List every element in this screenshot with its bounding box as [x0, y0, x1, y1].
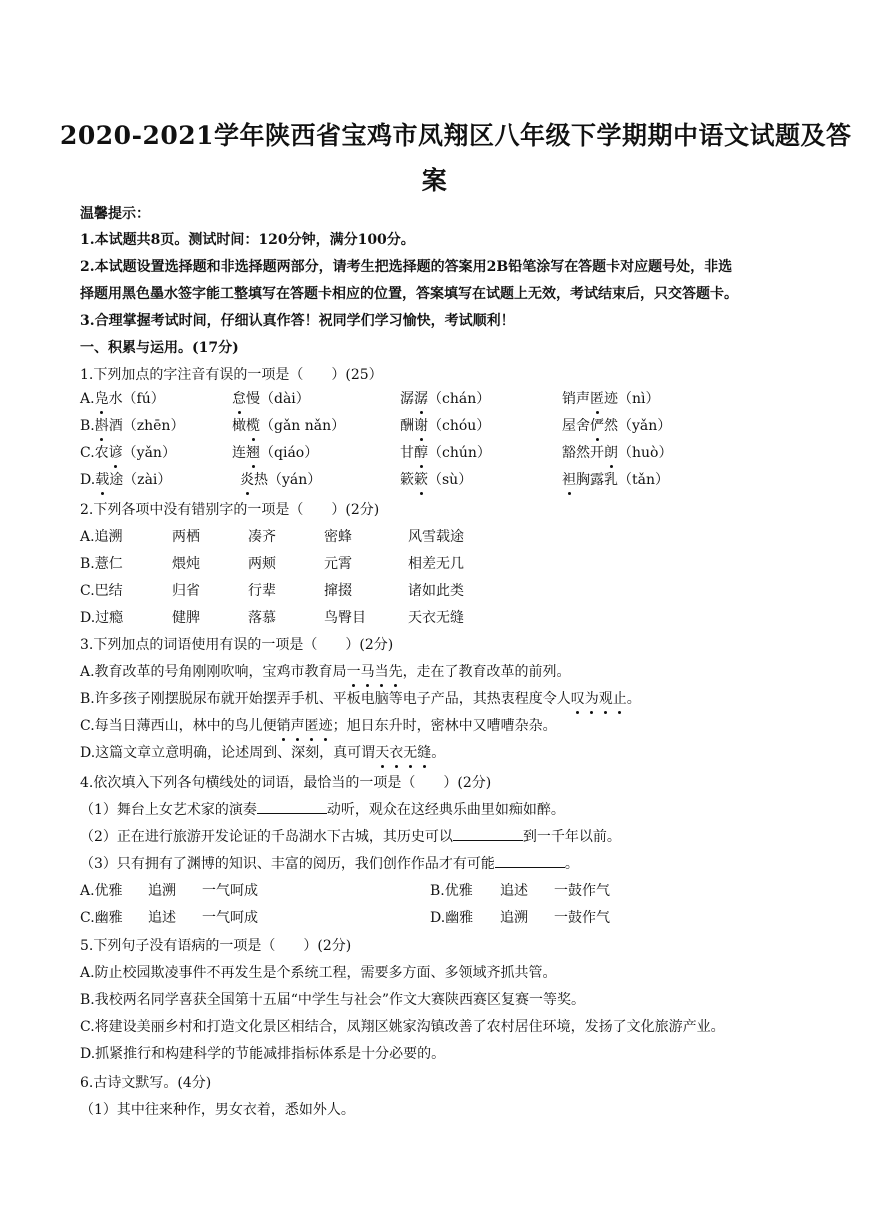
- q4-sentence-2: （2）正在进行旅游开发论证的千岛湖水下古城，其历史可以 到一千年以前。: [80, 829, 621, 845]
- q2-c-word4: 撺掇: [324, 583, 352, 599]
- q3-option-d: D.这篇文章立意明确，论述周到、深刻，真可谓天衣无缝。: [80, 745, 446, 761]
- q4-b-word3: 一鼓作气: [554, 883, 610, 899]
- q5-stem: 5.下列句子没有语病的一项是（ ）(2分): [80, 938, 352, 954]
- tip-2-line2: 择题用黑色墨水签字能工整填写在答题卡相应的位置，答案填写在试题上无效，考试结束后，只交答题卡。: [80, 286, 738, 302]
- q2-b-word5: 相差无几: [408, 556, 464, 572]
- q5-option-a: A.防止校园欺凌事件不再发生是个系统工程，需要多方面、多领域齐抓共管。: [80, 965, 557, 981]
- q2-d-word3: 落慕: [248, 610, 276, 626]
- tip-1: 1.本试题共8页。测试时间：120分钟，满分100分。: [80, 232, 415, 248]
- q1-d-opt1: D.载途（zài）: [80, 472, 172, 488]
- q1-a-opt4: 销声匿迹（nì）: [562, 391, 660, 407]
- q4-stem: 4.依次填入下列各句横线处的词语，最恰当的一项是（ ）(2分): [80, 775, 492, 791]
- q2-d-word4: 鸟臀目: [324, 610, 366, 626]
- q3-stem: 3.下列加点的词语使用有误的一项是（ ）(2分): [80, 637, 394, 653]
- document-title-line2: 案: [421, 166, 448, 195]
- q1-b-opt2: 橄榄（gǎn nǎn）: [232, 418, 346, 434]
- q2-a-word2: 两栖: [172, 529, 200, 545]
- q1-d-opt2: 炎热（yán）: [240, 472, 322, 488]
- q1-b-opt3: 酬谢（chóu）: [400, 418, 491, 434]
- q4-d-word2: 追溯: [500, 910, 528, 926]
- q1-b-opt4: 屋舍俨然（yǎn）: [562, 418, 672, 434]
- answer-blank: [453, 828, 523, 841]
- q1-stem: 1.下列加点的字注音有误的一项是（ ）(25）: [80, 367, 383, 383]
- q3-option-a: A.教育改革的号角刚刚吹响，宝鸡市教育局一马当先，走在了教育改革的前列。: [80, 664, 571, 680]
- q4-c-word3: 一气呵成: [202, 910, 258, 926]
- answer-blank: [495, 855, 565, 868]
- q2-stem: 2.下列各项中没有错别字的一项是（ ）(2分): [80, 502, 380, 518]
- q5-option-c: C.将建设美丽乡村和打造文化景区相结合，凤翔区姚家沟镇改善了农村居住环境，发扬了文化旅游产业。: [80, 1019, 725, 1035]
- q1-c-opt1: C.农谚（yǎn）: [80, 445, 176, 461]
- q2-b-word4: 元霄: [324, 556, 352, 572]
- q4-d-word1: D.幽雅: [430, 910, 474, 926]
- q3-a-dotted-term: 一马当先: [346, 664, 403, 680]
- tip-3: 3.合理掌握考试时间，仔细认真作答！祝同学们学习愉快，考试顺利！: [80, 313, 515, 329]
- q2-b-word1: B.薏仁: [80, 556, 123, 572]
- q4-a-word3: 一气呵成: [202, 883, 258, 899]
- q1-c-opt3: 甘醇（chún）: [400, 445, 491, 461]
- q3-option-b: B.许多孩子刚摆脱尿布就开始摆弄手机、平板电脑等电子产品，其热衷程度令人叹为观止。: [80, 691, 641, 707]
- q5-option-d: D.抓紧推行和构建科学的节能减排指标体系是十分必要的。: [80, 1046, 446, 1062]
- q2-b-word2: 煨炖: [172, 556, 200, 572]
- q6-sentence-1: （1）其中往来种作，男女衣着，悉如外人。: [80, 1102, 355, 1118]
- q1-c-opt4: 豁然开朗（huò）: [562, 445, 673, 461]
- q3-d-dotted-term: 天衣无缝: [375, 745, 432, 761]
- q3-c-dotted-term: 销声匿迹: [276, 718, 333, 734]
- q6-stem: 6.古诗文默写。(4分): [80, 1075, 212, 1091]
- q4-a-word2: 追溯: [148, 883, 176, 899]
- q3-b-dotted-term: 叹为观止: [570, 691, 627, 707]
- q4-b-word2: 追述: [500, 883, 528, 899]
- q2-c-word2: 归省: [172, 583, 200, 599]
- q1-c-opt2: 连翘（qiáo）: [232, 445, 319, 461]
- q2-a-word5: 风雪载途: [408, 529, 464, 545]
- q1-a-opt3: 潺潺（chán）: [400, 391, 491, 407]
- q4-c-word1: C.幽雅: [80, 910, 123, 926]
- q2-a-word4: 密蜂: [324, 529, 352, 545]
- q4-sentence-1: （1）舞台上女艺术家的演奏 动听，观众在这经典乐曲里如痴如醉。: [80, 802, 565, 818]
- q3-option-c: C.每当日薄西山，林中的鸟儿便销声匿迹；旭日东升时，密林中又嘈嘈杂杂。: [80, 718, 557, 734]
- q2-c-word5: 诸如此类: [408, 583, 464, 599]
- q2-b-word3: 两颊: [248, 556, 276, 572]
- q4-d-word3: 一鼓作气: [554, 910, 610, 926]
- q2-d-word5: 天衣无缝: [408, 610, 464, 626]
- q2-c-word1: C.巴结: [80, 583, 123, 599]
- q2-d-word2: 健脾: [172, 610, 200, 626]
- q4-a-word1: A.优雅: [80, 883, 123, 899]
- q1-d-opt4: 袒胸露乳（tǎn）: [562, 472, 669, 488]
- q5-option-b: B.我校两名同学喜获全国第十五届“中学生与社会”作文大赛陕西赛区复赛一等奖。: [80, 992, 586, 1008]
- tips-heading: 温馨提示：: [80, 206, 150, 222]
- answer-blank: [257, 801, 327, 814]
- q2-a-word3: 凑齐: [248, 529, 276, 545]
- q4-sentence-3: （3）只有拥有了渊博的知识、丰富的阅历，我们创作作品才有可能 。: [80, 856, 579, 872]
- q1-a-opt2: 怠慢（dài）: [232, 391, 310, 407]
- q1-b-opt1: B.斟酒（zhēn）: [80, 418, 185, 434]
- q2-a-word1: A.追溯: [80, 529, 123, 545]
- q1-d-opt3: 簌簌（sù）: [400, 472, 473, 488]
- q2-d-word1: D.过瘾: [80, 610, 124, 626]
- tip-2-line1: 2.本试题设置选择题和非选择题两部分，请考生把选择题的答案用2B铅笔涂写在答题卡对应题号处，非选: [80, 259, 733, 275]
- document-title-line1: 2020-2021学年陕西省宝鸡市凤翔区八年级下学期期中语文试题及答: [60, 121, 852, 150]
- q4-b-word1: B.优雅: [430, 883, 473, 899]
- section-1-heading: 一、积累与运用。(17分): [80, 340, 239, 356]
- q4-c-word2: 追述: [148, 910, 176, 926]
- q1-a-opt1: A.凫水（fú）: [80, 391, 165, 407]
- q2-c-word3: 行辈: [248, 583, 276, 599]
